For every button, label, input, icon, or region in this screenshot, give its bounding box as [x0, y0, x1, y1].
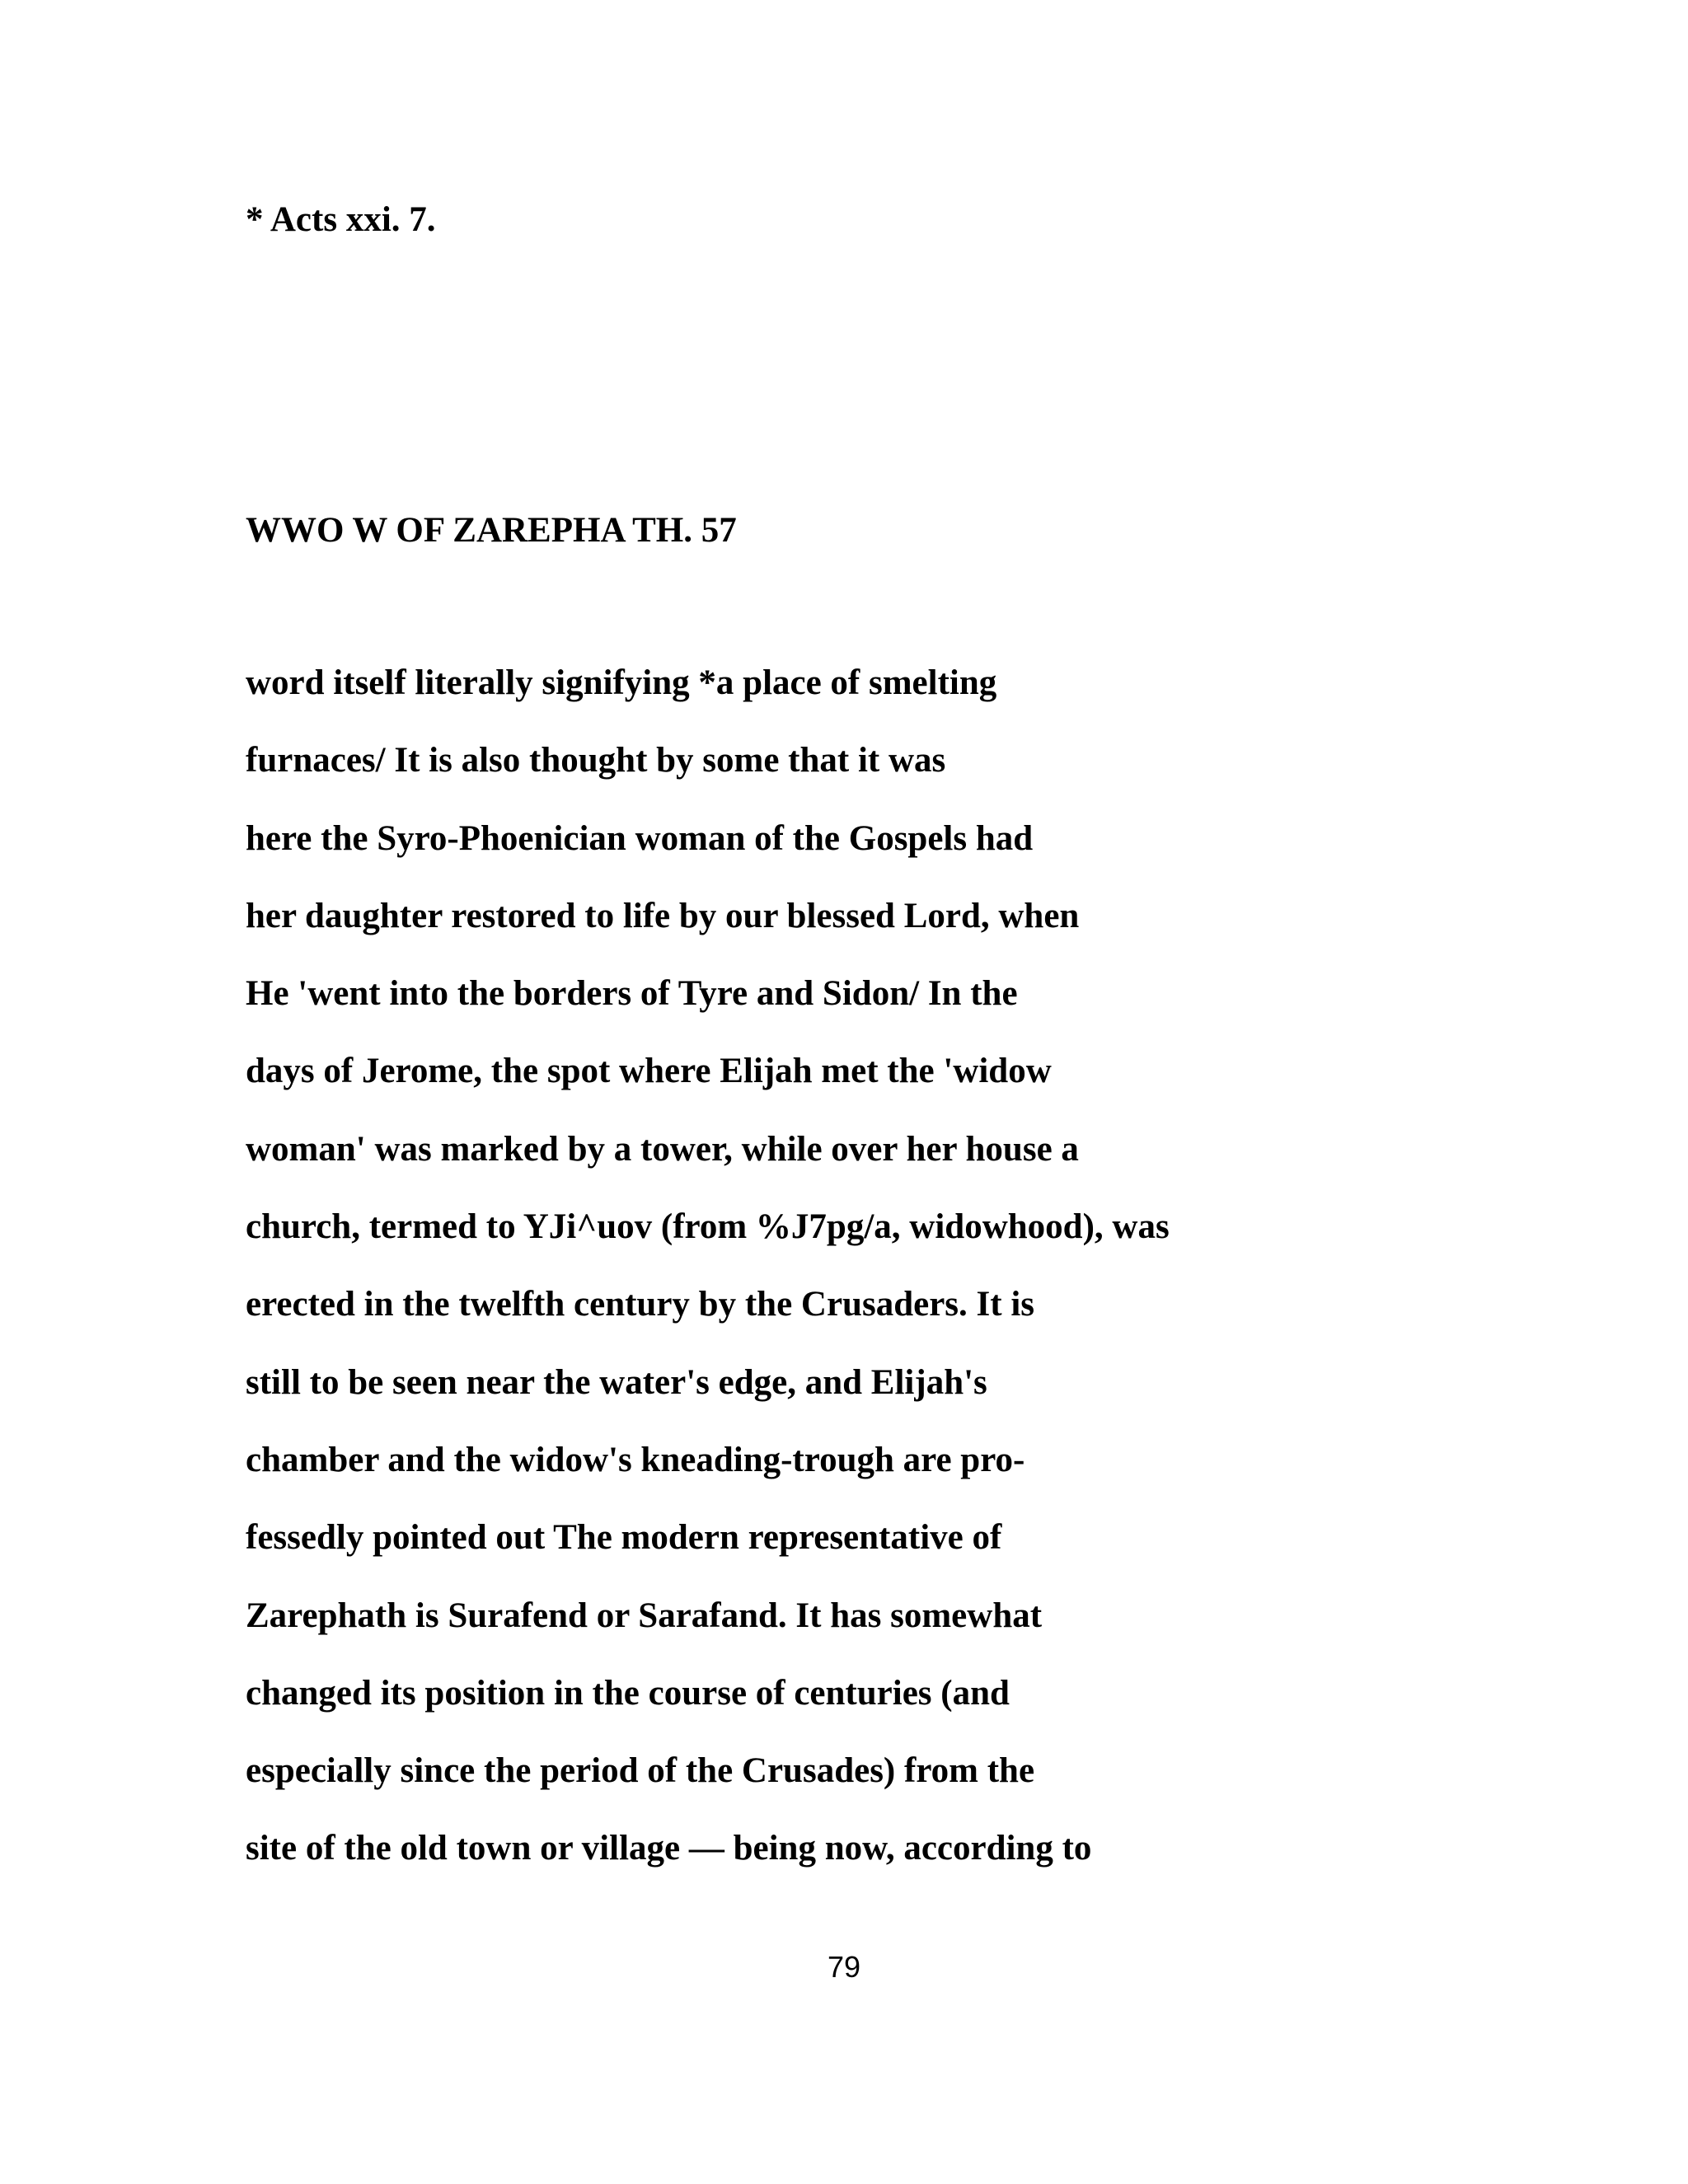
text-line: her daughter restored to life by our blessed Lord, when	[246, 896, 1080, 935]
text-line: changed its position in the course of centuries (and	[246, 1673, 1010, 1713]
running-head: WWO W OF ZAREPHA TH. 57	[246, 511, 737, 550]
text-line: especially since the period of the Crusades) from the	[246, 1751, 1035, 1791]
body-text	[246, 663, 1170, 1907]
text-line: chamber and the widow's kneading-trough are pro-	[246, 1440, 1025, 1479]
text-line: woman' was marked by a tower, while over her house a	[246, 1129, 1079, 1169]
text-line: erected in the twelfth century by the Crusaders. It is	[246, 1285, 1035, 1324]
text-line: He 'went into the borders of Tyre and Sidon/ In the	[246, 974, 1018, 1014]
text-line: fessedly pointed out The modern representative of	[246, 1518, 1002, 1558]
text-line: still to be seen near the water's edge, and Elijah's	[246, 1362, 987, 1402]
page-number: 79	[827, 1950, 861, 1984]
text-line: furnaces/ It is also thought by some that it was	[246, 741, 946, 780]
text-line: site of the old town or village — being now, according to	[246, 1829, 1092, 1868]
text-line: church, termed to YJi^uov (from %J7pg/a, widowhood), was	[246, 1207, 1170, 1247]
text-line: here the Syro-Phoenician woman of the Gospels had	[246, 818, 1034, 858]
footnote: * Acts xxi. 7.	[246, 200, 436, 239]
text-line: word itself literally signifying *a place of smelting	[246, 663, 997, 702]
text-line: days of Jerome, the spot where Elijah met the 'widow	[246, 1052, 1052, 1091]
text-line: Zarephath is Surafend or Sarafand. It has somewhat	[246, 1596, 1043, 1635]
